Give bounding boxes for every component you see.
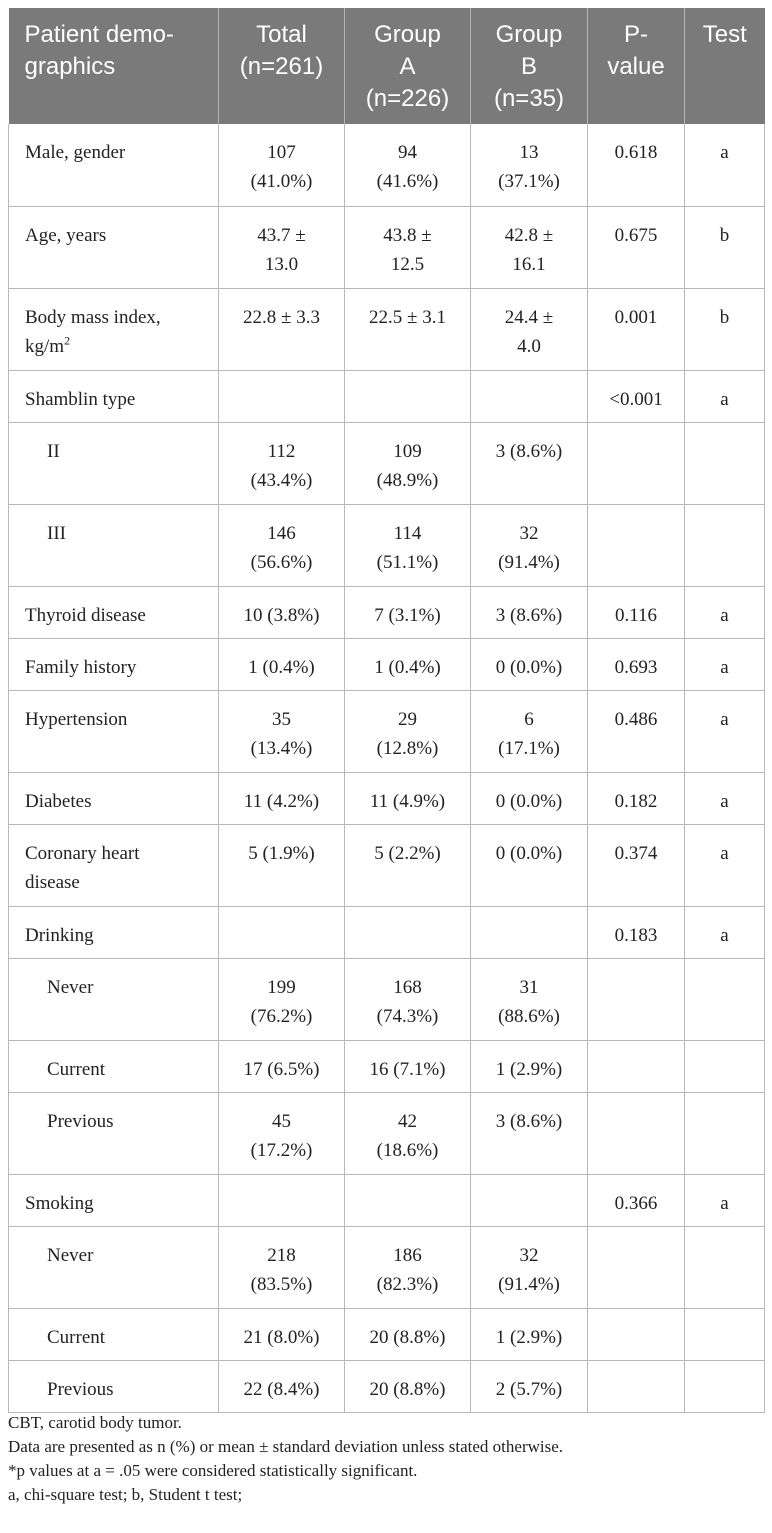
cell-total-value: 45 (17.2%): [250, 1110, 313, 1161]
row-label: Family history: [25, 656, 137, 678]
cell-group-a-value: 114 (51.1%): [376, 522, 439, 573]
table-row: [9, 504, 765, 586]
cell-test: [685, 1040, 765, 1092]
cell-group-b-value: 32 (91.4%): [498, 522, 560, 573]
cell-total: [219, 422, 345, 504]
cell-p-value: [588, 1360, 685, 1412]
cell-group-a: [345, 1308, 471, 1360]
cell-group-a: [345, 1360, 471, 1412]
cell-group-b: [471, 586, 588, 638]
cell-p-value: [588, 824, 685, 906]
header-test: Test: [685, 8, 765, 124]
row-label: Shamblin type: [25, 388, 136, 410]
cell-test: [685, 906, 765, 958]
table-row: [9, 422, 765, 504]
cell-group-a-value: 42 (18.6%): [376, 1110, 439, 1161]
cell-group-a-value: 168 (74.3%): [376, 976, 439, 1027]
cell-total: [219, 1040, 345, 1092]
cell-group-b: [471, 638, 588, 690]
cell-total-value: 43.7 ± 13.0: [257, 224, 306, 275]
cell-label: [9, 1308, 219, 1360]
cell-p-value-value: 0.366: [614, 1192, 658, 1214]
cell-total: [219, 504, 345, 586]
cell-p-value: [588, 906, 685, 958]
cell-group-b: [471, 824, 588, 906]
cell-total-value: 146 (56.6%): [250, 522, 313, 573]
cell-group-a-value: 20 (8.8%): [369, 1326, 446, 1348]
demographics-table-container: [8, 8, 764, 1413]
row-label: Hypertension: [25, 708, 128, 730]
cell-test: [685, 1226, 765, 1308]
header-patient-demographics: Patient demo- graphics: [9, 8, 219, 124]
cell-total: [219, 124, 345, 206]
cell-test-value: a: [720, 842, 729, 864]
table-row: [9, 206, 765, 288]
row-label: Current: [47, 1326, 106, 1348]
cell-total-value: 107 (41.0%): [250, 142, 313, 192]
cell-group-a-value: 29 (12.8%): [376, 708, 439, 759]
cell-p-value-value: 0.693: [614, 656, 658, 678]
cell-group-b-value: 3 (8.6%): [495, 440, 563, 462]
cell-group-b-value: 31 (88.6%): [498, 976, 560, 1027]
cell-test: [685, 206, 765, 288]
cell-group-a-value: 16 (7.1%): [369, 1058, 446, 1080]
cell-group-b: [471, 772, 588, 824]
cell-p-value-value: 0.116: [614, 604, 658, 626]
cell-group-b-value: 42.8 ± 16.1: [504, 224, 554, 275]
cell-group-b: [471, 1308, 588, 1360]
cell-p-value-value: 0.182: [614, 790, 658, 812]
row-label: Previous: [47, 1110, 114, 1132]
cell-p-value: [588, 1040, 685, 1092]
row-label: III: [47, 522, 66, 544]
cell-test: [685, 638, 765, 690]
table-row: [9, 824, 765, 906]
table-row: [9, 958, 765, 1040]
table-row: [9, 1308, 765, 1360]
cell-p-value: [588, 422, 685, 504]
cell-group-b-value: 24.4 ± 4.0: [504, 306, 554, 357]
table-footnotes: [8, 1411, 764, 1507]
cell-p-value-value: 0.374: [614, 842, 658, 864]
cell-p-value: [588, 1308, 685, 1360]
cell-label: [9, 638, 219, 690]
header-total: Total (n=261): [219, 8, 345, 124]
row-label: Male, gender: [25, 142, 126, 163]
cell-label: [9, 422, 219, 504]
cell-total-value: 5 (1.9%): [248, 842, 315, 864]
cell-group-b-value: 32 (91.4%): [498, 1244, 560, 1295]
cell-group-b-value: 6 (17.1%): [498, 708, 560, 759]
cell-total-value: 218 (83.5%): [250, 1244, 313, 1295]
cell-group-b: [471, 1360, 588, 1412]
cell-p-value-value: 0.618: [614, 142, 658, 163]
cell-p-value-value: 0.001: [614, 306, 658, 328]
cell-label: [9, 370, 219, 422]
cell-test-value: b: [719, 224, 730, 246]
cell-test: [685, 504, 765, 586]
cell-group-b: [471, 958, 588, 1040]
table-row: [9, 370, 765, 422]
cell-test: [685, 370, 765, 422]
cell-total-value: 17 (6.5%): [243, 1058, 320, 1080]
cell-label: [9, 124, 219, 206]
cell-group-a-value: 186 (82.3%): [376, 1244, 439, 1295]
cell-group-b: [471, 124, 588, 206]
table-row: [9, 772, 765, 824]
row-label: Never: [47, 976, 94, 998]
cell-label: [9, 288, 219, 370]
cell-p-value: [588, 288, 685, 370]
cell-group-b-value: 1 (2.9%): [495, 1058, 563, 1080]
table-body: [9, 124, 765, 1412]
cell-group-b-value: 3 (8.6%): [495, 1110, 563, 1132]
header-group-a: Group A (n=226): [345, 8, 471, 124]
cell-total: [219, 690, 345, 772]
cell-p-value: [588, 586, 685, 638]
cell-group-b: [471, 690, 588, 772]
cell-group-a-value: 7 (3.1%): [374, 604, 441, 626]
cell-total: [219, 958, 345, 1040]
cell-test: [685, 824, 765, 906]
row-label: Current: [47, 1058, 106, 1080]
table-row: [9, 1040, 765, 1092]
row-label: Coronary heart disease: [25, 842, 140, 893]
footnote: a, chi-square test; b, Student t test;: [8, 1485, 243, 1504]
cell-group-a-value: 1 (0.4%): [374, 656, 441, 678]
cell-total: [219, 288, 345, 370]
table-row: [9, 586, 765, 638]
cell-group-a: [345, 586, 471, 638]
cell-group-b: [471, 370, 588, 422]
table-row: [9, 690, 765, 772]
cell-test: [685, 958, 765, 1040]
cell-group-b-value: 0 (0.0%): [495, 842, 563, 864]
cell-group-a-value: 109 (48.9%): [376, 440, 439, 491]
cell-label: [9, 1360, 219, 1412]
cell-test-value: a: [720, 790, 729, 812]
row-label: Age, years: [25, 224, 107, 246]
cell-total-value: 22 (8.4%): [243, 1378, 320, 1400]
cell-group-a: [345, 1174, 471, 1226]
cell-group-a: [345, 1092, 471, 1174]
footnote: Data are presented as n (%) or mean ± standard deviation unless stated otherwise.: [8, 1437, 564, 1456]
row-label: II: [47, 440, 60, 462]
cell-p-value: [588, 690, 685, 772]
cell-label: [9, 824, 219, 906]
table-row: [9, 906, 765, 958]
cell-label: [9, 958, 219, 1040]
cell-group-b: [471, 1226, 588, 1308]
cell-p-value-value: 0.675: [614, 224, 658, 246]
row-label: Body mass index, kg/m: [25, 306, 161, 357]
header-p-value: P- value: [588, 8, 685, 124]
cell-group-b: [471, 1040, 588, 1092]
cell-total-value: 21 (8.0%): [243, 1326, 320, 1348]
table-row: [9, 1092, 765, 1174]
table-row: [9, 1360, 765, 1412]
cell-test: [685, 422, 765, 504]
footnote: CBT, carotid body tumor.: [8, 1413, 182, 1432]
cell-total: [219, 1226, 345, 1308]
cell-group-b: [471, 1092, 588, 1174]
cell-test: [685, 690, 765, 772]
demographics-table: [8, 8, 765, 1413]
cell-p-value: [588, 638, 685, 690]
row-label: Never: [47, 1244, 94, 1266]
cell-group-a: [345, 206, 471, 288]
footnote: *p values at a = .05 were considered statistically significant.: [8, 1461, 418, 1480]
cell-p-value-value: 0.486: [614, 708, 658, 730]
cell-group-a-value: 11 (4.9%): [369, 790, 446, 812]
cell-test-value: a: [720, 656, 729, 678]
cell-label: [9, 586, 219, 638]
cell-test-value: a: [720, 1192, 729, 1214]
header-group-b: Group B (n=35): [471, 8, 588, 124]
cell-test: [685, 288, 765, 370]
cell-group-b: [471, 906, 588, 958]
cell-group-a-value: 20 (8.8%): [369, 1378, 446, 1400]
table-row: [9, 638, 765, 690]
cell-total-value: 112 (43.4%): [250, 440, 313, 491]
cell-p-value: [588, 958, 685, 1040]
cell-group-a-value: 94 (41.6%): [376, 142, 439, 192]
cell-group-a: [345, 124, 471, 206]
table-row: [9, 1226, 765, 1308]
cell-test-value: a: [720, 924, 729, 946]
cell-group-b-value: 3 (8.6%): [495, 604, 563, 626]
cell-total-value: 35 (13.4%): [250, 708, 313, 759]
cell-label: [9, 1226, 219, 1308]
cell-group-a: [345, 370, 471, 422]
cell-group-b: [471, 1174, 588, 1226]
cell-total: [219, 772, 345, 824]
table-row: [9, 288, 765, 370]
cell-p-value-value: 0.183: [614, 924, 658, 946]
cell-total: [219, 370, 345, 422]
cell-test: [685, 1308, 765, 1360]
cell-test-value: a: [720, 388, 729, 410]
cell-total: [219, 824, 345, 906]
cell-p-value: [588, 504, 685, 586]
cell-group-b: [471, 422, 588, 504]
cell-group-a: [345, 958, 471, 1040]
cell-label: [9, 690, 219, 772]
cell-p-value: [588, 370, 685, 422]
cell-test: [685, 772, 765, 824]
cell-test-value: a: [720, 142, 729, 163]
row-label: Smoking: [25, 1192, 94, 1214]
row-label: Diabetes: [25, 790, 92, 812]
cell-group-a: [345, 772, 471, 824]
cell-total: [219, 1360, 345, 1412]
cell-test: [685, 1360, 765, 1412]
cell-group-a: [345, 422, 471, 504]
cell-label: [9, 504, 219, 586]
cell-group-a: [345, 1226, 471, 1308]
cell-test: [685, 124, 765, 206]
cell-group-a: [345, 638, 471, 690]
cell-p-value-value: <0.001: [609, 388, 663, 410]
cell-label: [9, 772, 219, 824]
cell-p-value: [588, 1174, 685, 1226]
cell-p-value: [588, 206, 685, 288]
cell-test-value: b: [719, 306, 730, 328]
cell-label: [9, 906, 219, 958]
cell-group-a: [345, 1040, 471, 1092]
header-row: [9, 8, 765, 124]
cell-total: [219, 1174, 345, 1226]
table-row: [9, 1174, 765, 1226]
cell-label: [9, 1040, 219, 1092]
cell-group-b-value: 2 (5.7%): [495, 1378, 563, 1400]
cell-total-value: 22.8 ± 3.3: [243, 306, 320, 328]
row-label: Thyroid disease: [25, 604, 146, 626]
cell-group-a: [345, 504, 471, 586]
cell-total-value: 10 (3.8%): [243, 604, 320, 626]
cell-label: [9, 1174, 219, 1226]
cell-total-value: 199 (76.2%): [250, 976, 313, 1027]
cell-total: [219, 1308, 345, 1360]
cell-p-value: [588, 124, 685, 206]
cell-test-value: a: [720, 708, 729, 730]
cell-test: [685, 1174, 765, 1226]
table-header: [9, 8, 765, 124]
cell-group-a-value: 5 (2.2%): [374, 842, 441, 864]
cell-p-value: [588, 1226, 685, 1308]
cell-test-value: a: [720, 604, 729, 626]
cell-test: [685, 1092, 765, 1174]
cell-p-value: [588, 772, 685, 824]
cell-group-a: [345, 824, 471, 906]
cell-group-a: [345, 288, 471, 370]
cell-total-value: 1 (0.4%): [248, 656, 315, 678]
cell-p-value: [588, 1092, 685, 1174]
cell-test: [685, 586, 765, 638]
cell-group-a: [345, 690, 471, 772]
table-row: [9, 124, 765, 206]
cell-group-a-value: 43.8 ± 12.5: [383, 224, 432, 275]
cell-group-b-value: 0 (0.0%): [495, 656, 563, 678]
cell-group-b: [471, 288, 588, 370]
unit-superscript: 2: [64, 333, 71, 348]
cell-total: [219, 206, 345, 288]
row-label: Previous: [47, 1378, 114, 1400]
cell-label: [9, 206, 219, 288]
cell-total: [219, 1092, 345, 1174]
cell-group-b: [471, 206, 588, 288]
cell-total: [219, 586, 345, 638]
row-label: Drinking: [25, 924, 94, 946]
cell-group-b-value: 13 (37.1%): [498, 142, 560, 192]
cell-total-value: 11 (4.2%): [243, 790, 320, 812]
cell-group-a: [345, 906, 471, 958]
cell-total: [219, 638, 345, 690]
cell-label: [9, 1092, 219, 1174]
cell-group-a-value: 22.5 ± 3.1: [369, 306, 446, 328]
cell-group-b: [471, 504, 588, 586]
cell-group-b-value: 0 (0.0%): [495, 790, 563, 812]
cell-total: [219, 906, 345, 958]
cell-group-b-value: 1 (2.9%): [495, 1326, 563, 1348]
